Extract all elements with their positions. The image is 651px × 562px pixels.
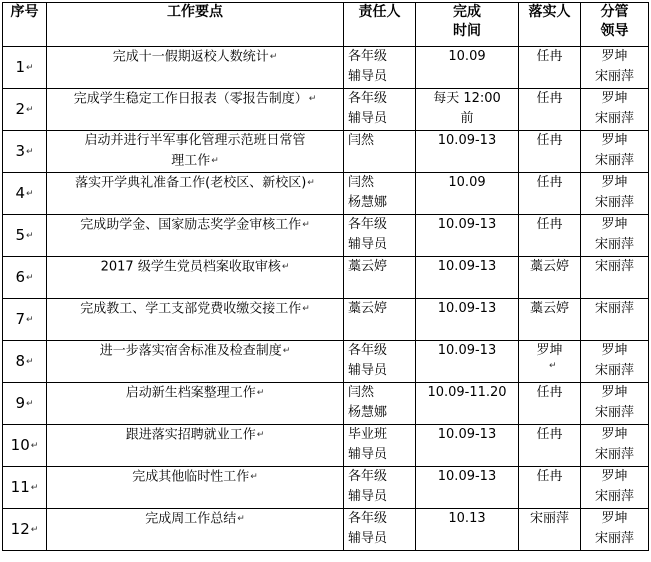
paragraph-mark-icon: ↵ <box>26 272 34 283</box>
row-number-cell <box>3 509 47 551</box>
responsible-text: 辅导员 <box>348 531 388 546</box>
task-cell <box>47 425 344 467</box>
leader-text: 宋丽萍 <box>594 69 634 84</box>
implementer-text: 宋丽萍 <box>529 511 569 526</box>
leader-cell <box>581 467 649 509</box>
paragraph-mark-icon: ↵ <box>256 388 265 398</box>
implementer-cell <box>519 131 581 173</box>
responsible-text: 各年级 <box>348 217 388 232</box>
implementer-cell <box>519 215 581 257</box>
task-text: 启动并进行半军事化管理示范班日常管 <box>84 133 306 148</box>
implementer-text: 任冉 <box>536 91 563 106</box>
row-number: 11 <box>10 478 30 497</box>
completion-time-text: 10.09-13 <box>437 133 497 148</box>
leader-cell <box>581 341 649 383</box>
implementer-text: 罗坤 <box>536 343 563 358</box>
responsible-cell <box>344 341 416 383</box>
implementer-text: 任冉 <box>536 427 563 442</box>
row-number: 7 <box>15 310 25 329</box>
responsible-cell <box>344 89 416 131</box>
row-number: 8 <box>15 352 25 371</box>
leader-text: 宋丽萍 <box>594 153 634 168</box>
task-cell <box>47 509 344 551</box>
implementer-cell <box>519 299 581 341</box>
responsible-text: 各年级 <box>348 469 388 484</box>
header-task: 工作要点 <box>47 3 344 47</box>
completion-time-text: 前 <box>460 111 474 126</box>
leader-text: 宋丽萍 <box>594 111 634 126</box>
table-row <box>3 467 649 509</box>
paragraph-mark-icon: ↵ <box>237 514 245 524</box>
paragraph-mark-icon: ↵ <box>269 52 278 62</box>
task-cell <box>47 89 344 131</box>
row-number: 12 <box>10 520 30 539</box>
implementer-cell <box>519 341 581 383</box>
row-number-cell <box>3 89 47 131</box>
completion-time-text: 10.13 <box>448 511 486 526</box>
completion-time-text: 10.09 <box>448 175 486 190</box>
responsible-text: 辅导员 <box>348 111 388 126</box>
table-row <box>3 383 649 425</box>
leader-cell <box>581 425 649 467</box>
task-cell <box>47 299 344 341</box>
paragraph-mark-icon: ↵ <box>26 314 34 325</box>
leader-text: 罗坤 <box>601 217 628 232</box>
paragraph-mark-icon: ↵ <box>211 156 219 166</box>
leader-text: 宋丽萍 <box>594 489 634 504</box>
responsible-cell <box>344 509 416 551</box>
responsible-text: 藁云婷 <box>348 301 388 316</box>
responsible-text: 杨慧娜 <box>348 195 388 210</box>
completion-time-cell <box>416 173 519 215</box>
row-number-cell <box>3 467 47 509</box>
task-cell <box>47 47 344 89</box>
paragraph-mark-icon: ↵ <box>26 230 34 241</box>
leader-text: 宋丽萍 <box>594 195 634 210</box>
header-impl: 落实人 <box>519 3 581 47</box>
leader-text: 宋丽萍 <box>594 259 634 274</box>
header-row <box>3 3 649 47</box>
completion-time-cell <box>416 509 519 551</box>
row-number: 10 <box>10 436 30 455</box>
implementer-cell <box>519 425 581 467</box>
completion-time-cell <box>416 341 519 383</box>
table-row <box>3 131 649 173</box>
completion-time-cell <box>416 299 519 341</box>
implementer-cell <box>519 383 581 425</box>
completion-time-text: 10.09 <box>448 49 486 64</box>
leader-cell <box>581 89 649 131</box>
leader-text: 罗坤 <box>601 469 628 484</box>
responsible-text: 各年级 <box>348 511 388 526</box>
task-text: 2017 级学生党员档案收取审核 <box>100 259 281 275</box>
responsible-text: 闫然 <box>348 133 375 148</box>
paragraph-mark-icon: ↵ <box>26 398 34 409</box>
paragraph-mark-icon: ↵ <box>30 482 39 493</box>
row-number-cell <box>3 425 47 467</box>
task-text: 完成其他临时性工作 <box>132 469 250 485</box>
leader-cell <box>581 215 649 257</box>
leader-cell <box>581 173 649 215</box>
table-row <box>3 215 649 257</box>
table-row <box>3 89 649 131</box>
paragraph-mark-icon: ↵ <box>26 188 34 199</box>
row-number-cell <box>3 257 47 299</box>
completion-time-text: 每天 12:00 <box>433 91 501 106</box>
leader-text: 罗坤 <box>601 343 628 358</box>
responsible-text: 闫然 <box>348 385 375 400</box>
header-lead <box>581 3 649 47</box>
completion-time-cell <box>416 215 519 257</box>
row-number-cell <box>3 47 47 89</box>
work-plan-table <box>2 2 649 551</box>
row-number: 3 <box>15 142 25 161</box>
completion-time-text: 10.09-13 <box>437 343 497 358</box>
task-text: 完成周工作总结 <box>145 511 237 527</box>
leader-text: 宋丽萍 <box>594 531 634 546</box>
task-cell <box>47 257 344 299</box>
leader-cell <box>581 47 649 89</box>
completion-time-text: 10.09-13 <box>437 427 497 442</box>
implementer-text: 藁云婷 <box>529 259 569 274</box>
completion-time-text: 10.09-13 <box>437 469 497 484</box>
responsible-cell <box>344 173 416 215</box>
row-number: 4 <box>15 184 25 203</box>
paragraph-mark-icon: ↵ <box>30 524 39 535</box>
paragraph-mark-icon: ↵ <box>302 304 310 314</box>
responsible-text: 辅导员 <box>348 447 388 462</box>
row-number: 2 <box>15 100 25 119</box>
row-number-cell <box>3 131 47 173</box>
implementer-text: 任冉 <box>536 385 563 400</box>
table-row <box>3 257 649 299</box>
leader-text: 罗坤 <box>601 385 628 400</box>
task-text: 完成学生稳定工作日报表（零报告制度） <box>73 91 308 107</box>
header-no: 序号 <box>3 3 47 47</box>
task-cell <box>47 467 344 509</box>
row-number: 5 <box>15 226 25 245</box>
task-text: 启动新生档案整理工作 <box>125 385 256 401</box>
paragraph-mark-icon: ↵ <box>30 440 39 451</box>
header-time-line2: 时间 <box>453 23 481 39</box>
responsible-cell <box>344 131 416 173</box>
responsible-cell <box>344 47 416 89</box>
task-text: 完成助学金、国家励志奖学金审核工作 <box>80 217 302 233</box>
task-cell <box>47 341 344 383</box>
responsible-text: 藁云婷 <box>348 259 388 274</box>
header-time-line1: 完成 <box>453 4 481 20</box>
responsible-cell <box>344 425 416 467</box>
paragraph-mark-icon: ↵ <box>26 356 34 367</box>
implementer-text: 任冉 <box>536 175 563 190</box>
leader-text: 宋丽萍 <box>594 447 634 462</box>
paragraph-mark-icon: ↵ <box>307 178 315 188</box>
table-row <box>3 173 649 215</box>
leader-text: 罗坤 <box>601 49 628 64</box>
responsible-text: 毕业班 <box>348 427 388 442</box>
responsible-text: 杨慧娜 <box>348 405 388 420</box>
task-text: 跟进落实招聘就业工作 <box>125 427 256 443</box>
leader-text: 宋丽萍 <box>594 405 634 420</box>
completion-time-cell <box>416 257 519 299</box>
implementer-text: 任冉 <box>536 49 563 64</box>
completion-time-text: 10.09-13 <box>437 301 497 316</box>
completion-time-cell <box>416 467 519 509</box>
table-row <box>3 341 649 383</box>
paragraph-mark-icon: ↵ <box>308 94 317 104</box>
leader-cell <box>581 299 649 341</box>
task-cell <box>47 383 344 425</box>
leader-cell <box>581 509 649 551</box>
table-row <box>3 425 649 467</box>
leader-cell <box>581 257 649 299</box>
responsible-cell <box>344 257 416 299</box>
paragraph-mark-icon: ↵ <box>281 262 290 272</box>
responsible-cell <box>344 467 416 509</box>
header-time <box>416 3 519 47</box>
responsible-text: 各年级 <box>348 343 388 358</box>
leader-text: 罗坤 <box>601 427 628 442</box>
table-row <box>3 509 649 551</box>
responsible-text: 各年级 <box>348 49 388 64</box>
row-number-cell <box>3 299 47 341</box>
implementer-text: 藁云婷 <box>529 301 569 316</box>
implementer-cell <box>519 257 581 299</box>
leader-text: 宋丽萍 <box>594 237 634 252</box>
completion-time-cell <box>416 47 519 89</box>
task-text: 进一步落实宿舍标准及检查制度 <box>99 343 282 359</box>
responsible-text: 辅导员 <box>348 237 388 252</box>
row-number-cell <box>3 215 47 257</box>
responsible-text: 辅导员 <box>348 69 388 84</box>
header-lead-line2: 领导 <box>600 23 629 39</box>
paragraph-mark-icon: ↵ <box>26 62 34 73</box>
leader-text: 罗坤 <box>601 133 628 148</box>
paragraph-mark-icon: ↵ <box>256 430 265 440</box>
paragraph-mark-icon: ↵ <box>549 361 557 371</box>
responsible-text: 辅导员 <box>348 489 388 504</box>
header-lead-line1: 分管 <box>600 4 629 20</box>
implementer-cell <box>519 467 581 509</box>
task-cell <box>47 131 344 173</box>
row-number: 1 <box>15 58 25 77</box>
leader-cell <box>581 383 649 425</box>
task-cell <box>47 215 344 257</box>
implementer-text: 任冉 <box>536 133 563 148</box>
row-number-cell <box>3 341 47 383</box>
completion-time-text: 10.09-11.20 <box>427 385 507 400</box>
implementer-cell <box>519 47 581 89</box>
row-number: 6 <box>15 268 25 287</box>
responsible-text: 各年级 <box>348 91 388 106</box>
leader-text: 宋丽萍 <box>594 363 634 378</box>
paragraph-mark-icon: ↵ <box>302 220 310 230</box>
paragraph-mark-icon: ↵ <box>250 472 258 482</box>
paragraph-mark-icon: ↵ <box>282 346 291 356</box>
table-row <box>3 299 649 341</box>
responsible-cell <box>344 215 416 257</box>
completion-time-cell <box>416 89 519 131</box>
completion-time-cell <box>416 131 519 173</box>
table-row <box>3 47 649 89</box>
task-cell <box>47 173 344 215</box>
implementer-cell <box>519 89 581 131</box>
leader-text: 罗坤 <box>601 511 628 526</box>
responsible-cell <box>344 299 416 341</box>
task-text: 理工作 <box>171 153 211 169</box>
paragraph-mark-icon: ↵ <box>26 146 34 157</box>
implementer-cell <box>519 509 581 551</box>
row-number-cell <box>3 173 47 215</box>
leader-cell <box>581 131 649 173</box>
responsible-text: 辅导员 <box>348 363 388 378</box>
leader-text: 罗坤 <box>601 91 628 106</box>
implementer-text: 任冉 <box>536 217 563 232</box>
leader-text: 罗坤 <box>601 175 628 190</box>
task-text: 完成教工、学工支部党费收缴交接工作 <box>80 301 302 317</box>
row-number-cell <box>3 383 47 425</box>
leader-text: 宋丽萍 <box>594 301 634 316</box>
responsible-text: 闫然 <box>348 175 375 190</box>
header-resp: 责任人 <box>344 3 416 47</box>
implementer-text: 任冉 <box>536 469 563 484</box>
implementer-cell <box>519 173 581 215</box>
paragraph-mark-icon: ↵ <box>26 104 34 115</box>
responsible-cell <box>344 383 416 425</box>
completion-time-text: 10.09-13 <box>437 217 497 232</box>
completion-time-cell <box>416 425 519 467</box>
task-text: 完成十一假期返校人数统计 <box>112 49 269 65</box>
completion-time-cell <box>416 383 519 425</box>
task-text: 落实开学典礼准备工作(老校区、新校区) <box>75 175 307 191</box>
row-number: 9 <box>15 394 25 413</box>
completion-time-text: 10.09-13 <box>437 259 497 274</box>
